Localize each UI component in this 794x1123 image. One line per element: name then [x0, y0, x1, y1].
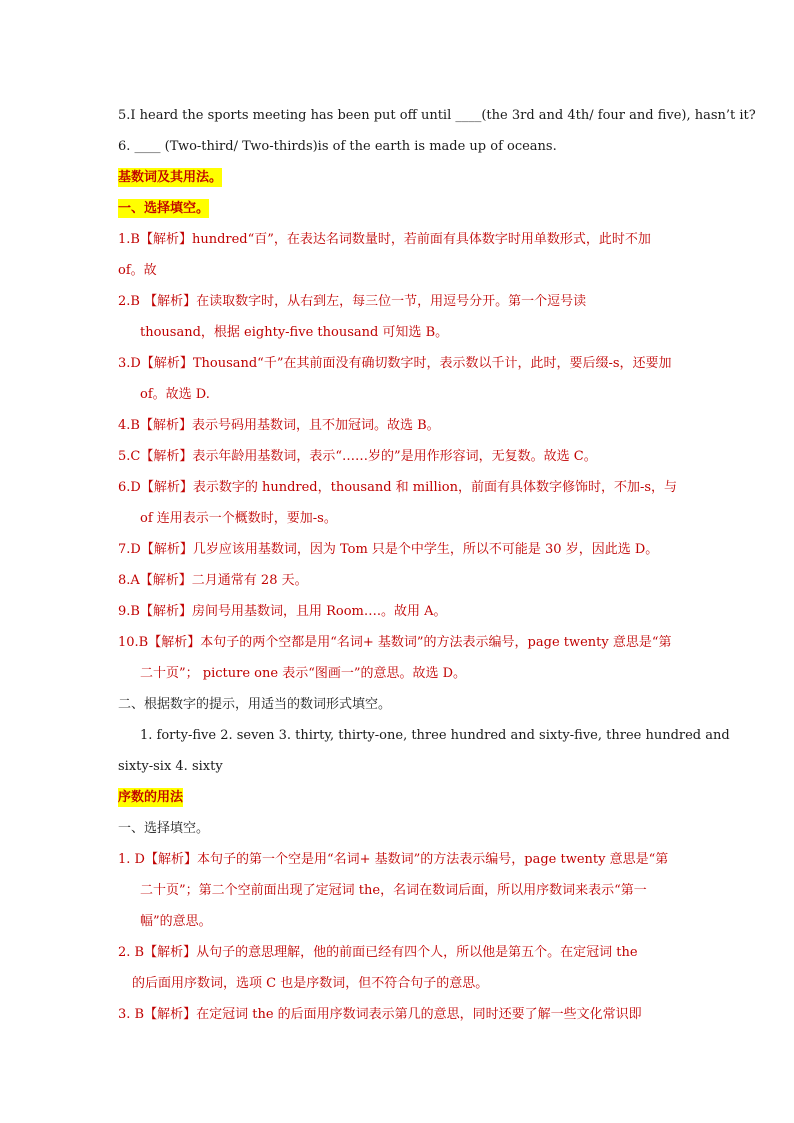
- fill-answers: 1. forty-five 2. seven 3. thirty, thirty-one, three hundred and sixty-five, three hundred and: [140, 728, 730, 743]
- heading-text: 基数词及其用法。: [118, 170, 223, 185]
- ordinal-answer-1-cont-2: 幅”的意思。: [140, 914, 212, 929]
- answer-1-cont: of。故: [118, 263, 157, 278]
- ordinal-answer-2: 2. B【解析】从句子的意思理解，他的前面已经有四个人，所以他是第五个。在定冠词 the: [118, 945, 638, 960]
- answer-5: 5.C【解析】表示年龄用基数词，表示“……岁的”是用作形容词，无复数。故选 C。: [118, 449, 597, 464]
- question-6: 6. ____ (Two-third/ Two-thirds)is of the earth is made up of oceans.: [118, 139, 557, 154]
- ordinal-answer-1: 1. D【解析】本句子的第一个空是用“名词+ 基数词”的方法表示编号，page twenty 意思是“第: [118, 852, 669, 867]
- answer-2-cont: thousand，根据 eighty-five thousand 可知选 B。: [140, 325, 449, 340]
- ordinal-answer-3: 3. B【解析】在定冠词 the 的后面用序数词表示第几的意思，同时还要了解一些文化常识即: [118, 1007, 642, 1022]
- answer-2: 2.B 【解析】在读取数字时，从右到左，每三位一节，用逗号分开。第一个逗号读: [118, 294, 587, 309]
- subsection-heading-choice: [118, 193, 676, 224]
- subsection-heading-fill: 二、根据数字的提示，用适当的数词形式填空。: [118, 697, 392, 712]
- ordinal-answer-1-cont: 二十页”；第二个空前面出现了定冠词 the，名词在数词后面，所以用序数词来表示“第一: [140, 883, 647, 898]
- section-heading-cardinal: [118, 162, 676, 193]
- answer-6: 6.D【解析】表示数字的 hundred，thousand 和 million，前面有具体数字修饰时，不加-s，与: [118, 480, 678, 495]
- answer-1: 1.B【解析】hundred“百”，在表达名词数量时，若前面有具体数字时用单数形式，此时不加: [118, 232, 651, 247]
- subsection-heading-choice-2: 一、选择填空。: [118, 821, 210, 836]
- answer-10-cont: 二十页”； picture one 表示“图画一”的意思。故选 D。: [140, 666, 467, 681]
- answer-10: 10.B【解析】本句子的两个空都是用“名词+ 基数词”的方法表示编号，page twenty 意思是“第: [118, 635, 672, 650]
- answer-4: 4.B【解析】表示号码用基数词，且不加冠词。故选 B。: [118, 418, 440, 433]
- answer-6-cont: of 连用表示一个概数时，要加-s。: [140, 511, 337, 526]
- fill-answers-cont: sixty-six 4. sixty: [118, 759, 223, 774]
- answer-7: 7.D【解析】几岁应该用基数词，因为 Tom 只是个中学生，所以不可能是 30 岁，因此选 D。: [118, 542, 659, 557]
- ordinal-answer-2-cont: 的后面用序数词，选项 C 也是序数词，但不符合句子的意思。: [132, 976, 489, 991]
- answer-9: 9.B【解析】房间号用基数词，且用 Room….。故用 A。: [118, 604, 447, 619]
- question-5: 5.I heard the sports meeting has been put off until ____(the 3rd and 4th/ four and five), hasn’t it?: [118, 108, 756, 123]
- answer-3-cont: of。故选 D.: [140, 387, 210, 402]
- section-heading-ordinal: [118, 782, 676, 813]
- answer-3: 3.D【解析】Thousand“千”在其前面没有确切数字时，表示数以千计，此时，要后缀-s，还要加: [118, 356, 672, 371]
- heading-text: 序数的用法: [118, 790, 184, 805]
- heading-text: 一、选择填空。: [118, 201, 210, 216]
- answer-8: 8.A【解析】二月通常有 28 天。: [118, 573, 308, 588]
